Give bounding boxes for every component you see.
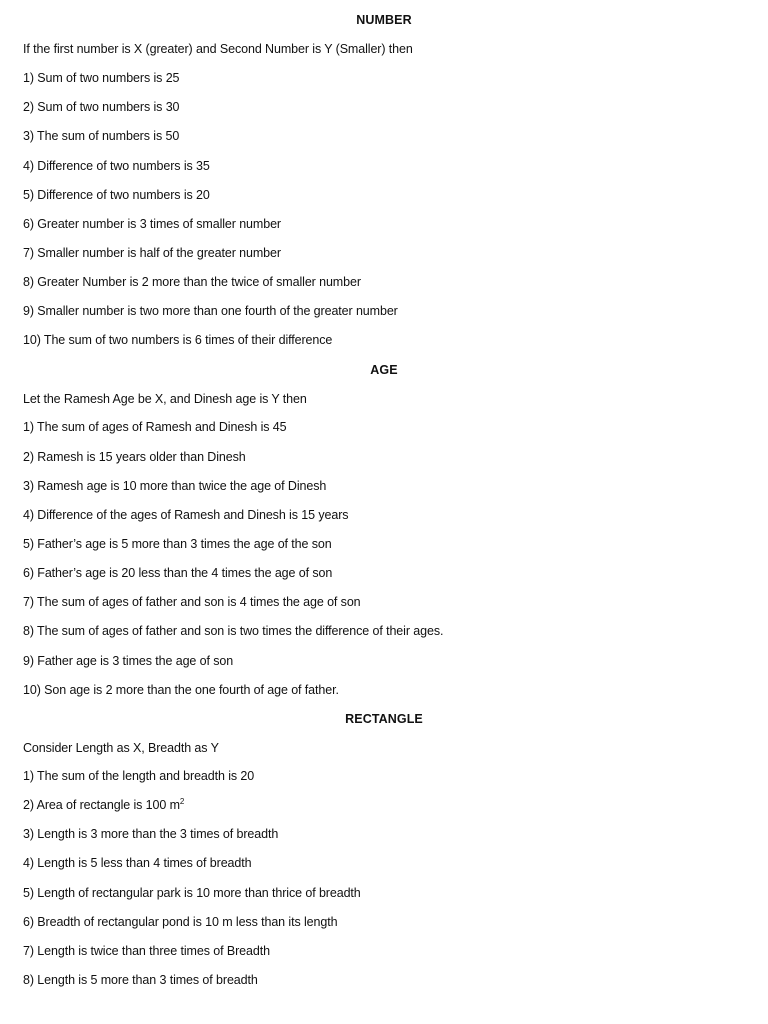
age-item-4: 4) Difference of the ages of Ramesh and Dinesh is 15 years <box>23 508 349 522</box>
number-item-6: 6) Greater number is 3 times of smaller number <box>23 217 281 231</box>
rectangle-item-7: 7) Length is twice than three times of Breadth <box>23 944 270 958</box>
number-item-3: 3) The sum of numbers is 50 <box>23 129 180 143</box>
number-item-5: 5) Difference of two numbers is 20 <box>23 188 210 202</box>
age-item-7: 7) The sum of ages of father and son is 4 times the age of son <box>23 595 361 609</box>
section-heading-rectangle: RECTANGLE <box>345 712 423 726</box>
number-item-2: 2) Sum of two numbers is 30 <box>23 100 180 114</box>
age-intro: Let the Ramesh Age be X, and Dinesh age is Y then <box>23 392 307 406</box>
age-item-6: 6) Father’s age is 20 less than the 4 times the age of son <box>23 566 333 580</box>
rectangle-item-8: 8) Length is 5 more than 3 times of breadth <box>23 973 258 987</box>
age-item-9: 9) Father age is 3 times the age of son <box>23 654 234 668</box>
number-item-4: 4) Difference of two numbers is 35 <box>23 159 210 173</box>
section-heading-age: AGE <box>370 363 398 377</box>
rectangle-item-2 <box>23 797 184 813</box>
area-superscript: 2 <box>179 796 185 806</box>
rectangle-item-5: 5) Length of rectangular park is 10 more than thrice of breadth <box>23 886 361 900</box>
rectangle-intro: Consider Length as X, Breadth as Y <box>23 741 219 755</box>
number-item-1: 1) Sum of two numbers is 25 <box>23 71 180 85</box>
rectangle-item-1: 1) The sum of the length and breadth is 20 <box>23 769 255 783</box>
number-item-8: 8) Greater Number is 2 more than the twice of smaller number <box>23 275 361 289</box>
number-intro: If the first number is X (greater) and Second Number is Y (Smaller) then <box>23 42 413 56</box>
rectangle-item-6: 6) Breadth of rectangular pond is 10 m less than its length <box>23 915 338 929</box>
age-item-10: 10) Son age is 2 more than the one fourth of age of father. <box>23 683 339 697</box>
age-item-8: 8) The sum of ages of father and son is two times the difference of their ages. <box>23 624 444 638</box>
number-item-10: 10) The sum of two numbers is 6 times of their difference <box>23 333 333 347</box>
number-item-7: 7) Smaller number is half of the greater number <box>23 246 281 260</box>
age-item-2: 2) Ramesh is 15 years older than Dinesh <box>23 450 246 464</box>
age-item-5: 5) Father’s age is 5 more than 3 times the age of the son <box>23 537 332 551</box>
rectangle-item-3: 3) Length is 3 more than the 3 times of breadth <box>23 827 279 841</box>
age-item-1: 1) The sum of ages of Ramesh and Dinesh is 45 <box>23 420 287 434</box>
rectangle-item-2-text: 2) Area of rectangle is 100 m <box>23 798 180 812</box>
number-item-9: 9) Smaller number is two more than one fourth of the greater number <box>23 304 398 318</box>
section-heading-number: NUMBER <box>356 13 412 27</box>
rectangle-item-4: 4) Length is 5 less than 4 times of breadth <box>23 856 252 870</box>
age-item-3: 3) Ramesh age is 10 more than twice the age of Dinesh <box>23 479 327 493</box>
